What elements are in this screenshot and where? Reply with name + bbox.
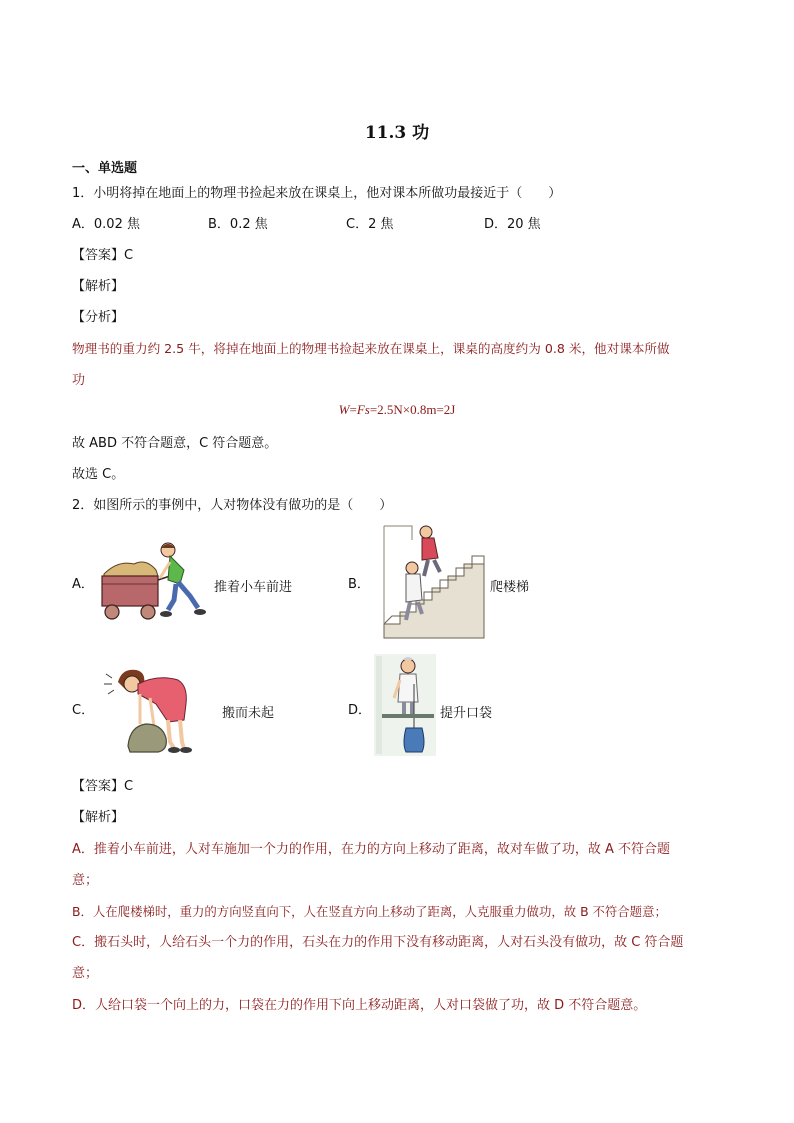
q2-jiexi-label: 【解析】: [72, 810, 125, 825]
q2-explanation-d: D．人给口袋一个向上的力，口袋在力的作用下向上移动距离，人对口袋做了功，故 D 不符合题意。: [72, 998, 647, 1013]
lifting-bag-illustration: [374, 654, 436, 756]
q2-option-a-letter: A．: [72, 577, 94, 592]
q1-jiexi-label: 【解析】: [72, 279, 125, 294]
q1-final-choice: 故选 C。: [72, 467, 125, 482]
climbing-stairs-illustration: [382, 520, 486, 640]
lifting-rock-illustration: [98, 664, 202, 756]
q1-option-b: B．0.2 焦: [208, 217, 268, 232]
q2-option-b-caption: 爬楼梯: [490, 580, 530, 595]
q2-option-d-letter: D．: [348, 703, 372, 718]
q2-explanation-a-line1: A．推着小车前进，人对车施加一个力的作用，在力的方向上移动了距离，故对车做了功，故 A 不符合题: [72, 842, 671, 857]
q2-option-b-letter: B．: [348, 577, 370, 592]
q2-option-c-letter: C．: [72, 703, 95, 718]
q1-option-a: A．0.02 焦: [72, 217, 140, 232]
pushing-cart-illustration: [98, 540, 210, 622]
q1-stem: 1．小明将掉在地面上的物理书捡起来放在课桌上，他对课本所做功最接近于（ ）: [72, 186, 562, 201]
q1-explanation-line1: 物理书的重力约 2.5 牛，将掉在地面上的物理书捡起来放在课桌上，课桌的高度约为 0.8 米，他对课本所做: [72, 341, 670, 356]
formula-w: W: [338, 402, 350, 417]
formula-eq: =: [349, 402, 357, 417]
q1-option-c: C．2 焦: [346, 217, 394, 232]
q2-option-d-caption: 提升口袋: [440, 706, 493, 721]
page-title: 11.3 功: [364, 123, 430, 143]
q2-answer: 【答案】C: [72, 779, 134, 794]
q1-explanation-line2: 功: [72, 373, 86, 388]
q1-option-d: D．20 焦: [484, 217, 541, 232]
q2-explanation-c-line2: 意；: [72, 966, 99, 981]
q2-explanation-a-line2: 意；: [72, 873, 99, 888]
formula-fs: Fs: [356, 402, 370, 417]
q1-conclusion: 故 ABD 不符合题意，C 符合题意。: [72, 436, 278, 451]
section-heading: 一、单选题: [72, 161, 138, 176]
q2-explanation-c-line1: C．搬石头时，人给石头一个力的作用，石头在力的作用下没有移动距离，人对石头没有做功，故 C 符合题: [72, 935, 684, 950]
formula-rest: =2.5N×0.8m=2J: [369, 402, 456, 417]
q1-fenxi-label: 【分析】: [72, 310, 125, 325]
q2-option-c-caption: 搬而未起: [222, 706, 275, 721]
q1-formula: [0, 402, 794, 418]
q1-answer: 【答案】C: [72, 248, 134, 263]
q2-option-a-caption: 推着小车前进: [214, 580, 293, 595]
q2-stem: 2．如图所示的事例中，人对物体没有做功的是（ ）: [72, 498, 393, 513]
q2-explanation-b: B．人在爬楼梯时，重力的方向竖直向下，人在竖直方向上移动了距离，人克服重力做功，故 B 不符合题意；: [72, 904, 667, 919]
